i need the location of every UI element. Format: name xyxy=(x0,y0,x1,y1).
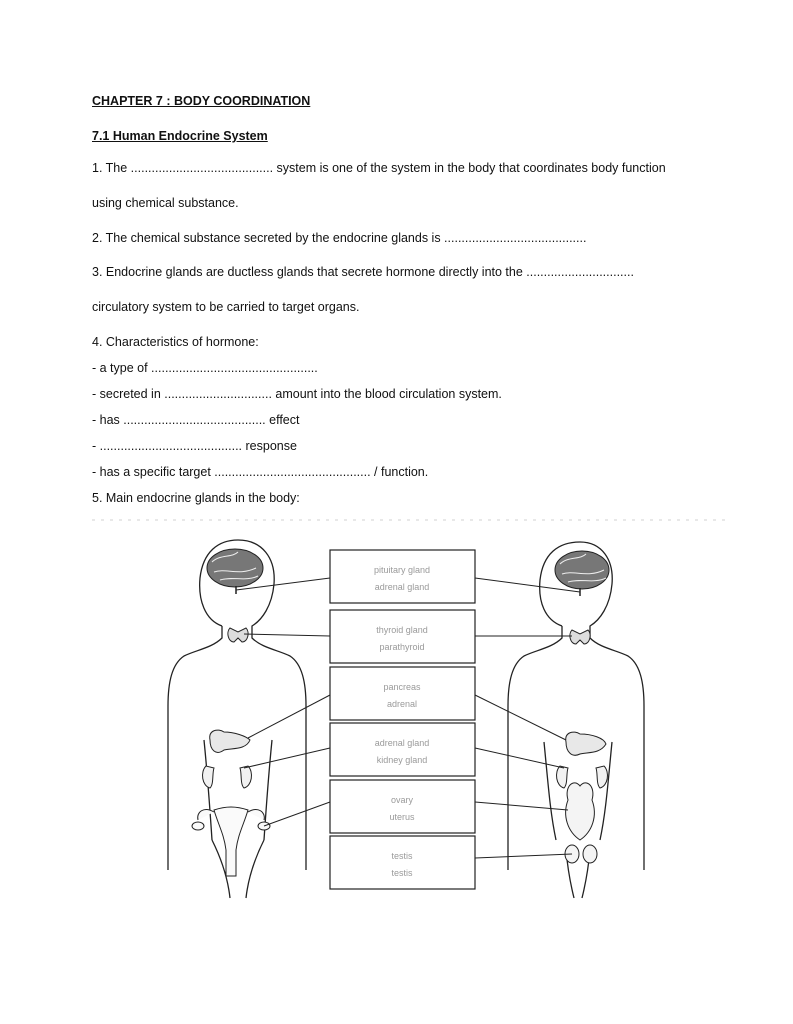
section-title: 7.1 Human Endocrine System xyxy=(92,129,268,143)
gland-box-5-line-2: uterus xyxy=(389,812,415,822)
gland-box-6-line-1: testis xyxy=(391,851,413,861)
question-4-heading: 4. Characteristics of hormone: xyxy=(92,335,259,349)
male-body-figure xyxy=(508,542,644,898)
endocrine-diagram xyxy=(0,510,793,900)
thyroid-icon xyxy=(228,628,248,642)
hormone-characteristic: - ......................................... response xyxy=(92,439,297,453)
question-2: 2. The chemical substance secreted by the endocrine glands is ......................................... xyxy=(92,231,587,245)
pancreas-icon xyxy=(566,732,606,755)
question-1-line-2: using chemical substance. xyxy=(92,196,239,210)
kidney-icon xyxy=(203,766,252,788)
gland-box-5-line-1: ovary xyxy=(390,795,414,805)
hormone-characteristic: - has a specific target ............................................. / function. xyxy=(92,465,429,479)
question-3-line-1: 3. Endocrine glands are ductless glands that secrete hormone directly into the ............................... xyxy=(92,265,634,279)
gland-box-4-line-1: adrenal gland xyxy=(374,738,430,748)
gland-box-1-line-1: pituitary gland xyxy=(373,565,431,575)
gland-box-2-line-2: parathyroid xyxy=(379,642,425,652)
gland-label-boxes xyxy=(330,550,475,889)
gland-box-4-line-2: kidney gland xyxy=(376,755,428,765)
gland-box-1-line-2: adrenal gland xyxy=(374,582,430,592)
hormone-characteristic: - has ......................................... effect xyxy=(92,413,300,427)
gland-box-3-line-1: pancreas xyxy=(383,682,421,692)
question-5-heading: 5. Main endocrine glands in the body: xyxy=(92,491,300,505)
question-3-line-2: circulatory system to be carried to target organs. xyxy=(92,300,360,314)
question-1-line-1: 1. The ......................................... system is one of the system in the body that coordinates body function xyxy=(92,161,666,175)
hormone-characteristic: - secreted in ............................... amount into the blood circulation system. xyxy=(92,387,502,401)
chapter-title: CHAPTER 7 : BODY COORDINATION xyxy=(92,94,311,108)
gland-box-3-line-2: adrenal xyxy=(386,699,418,709)
male-reproductive-icon xyxy=(565,783,597,863)
hormone-characteristic: - a type of ................................................ xyxy=(92,361,318,375)
thyroid-icon xyxy=(570,630,590,644)
pancreas-icon xyxy=(210,730,250,752)
uterus-ovary-icon xyxy=(192,807,270,876)
gland-box-2-line-1: thyroid gland xyxy=(376,625,428,635)
gland-box-6-line-2: testis xyxy=(391,868,413,878)
